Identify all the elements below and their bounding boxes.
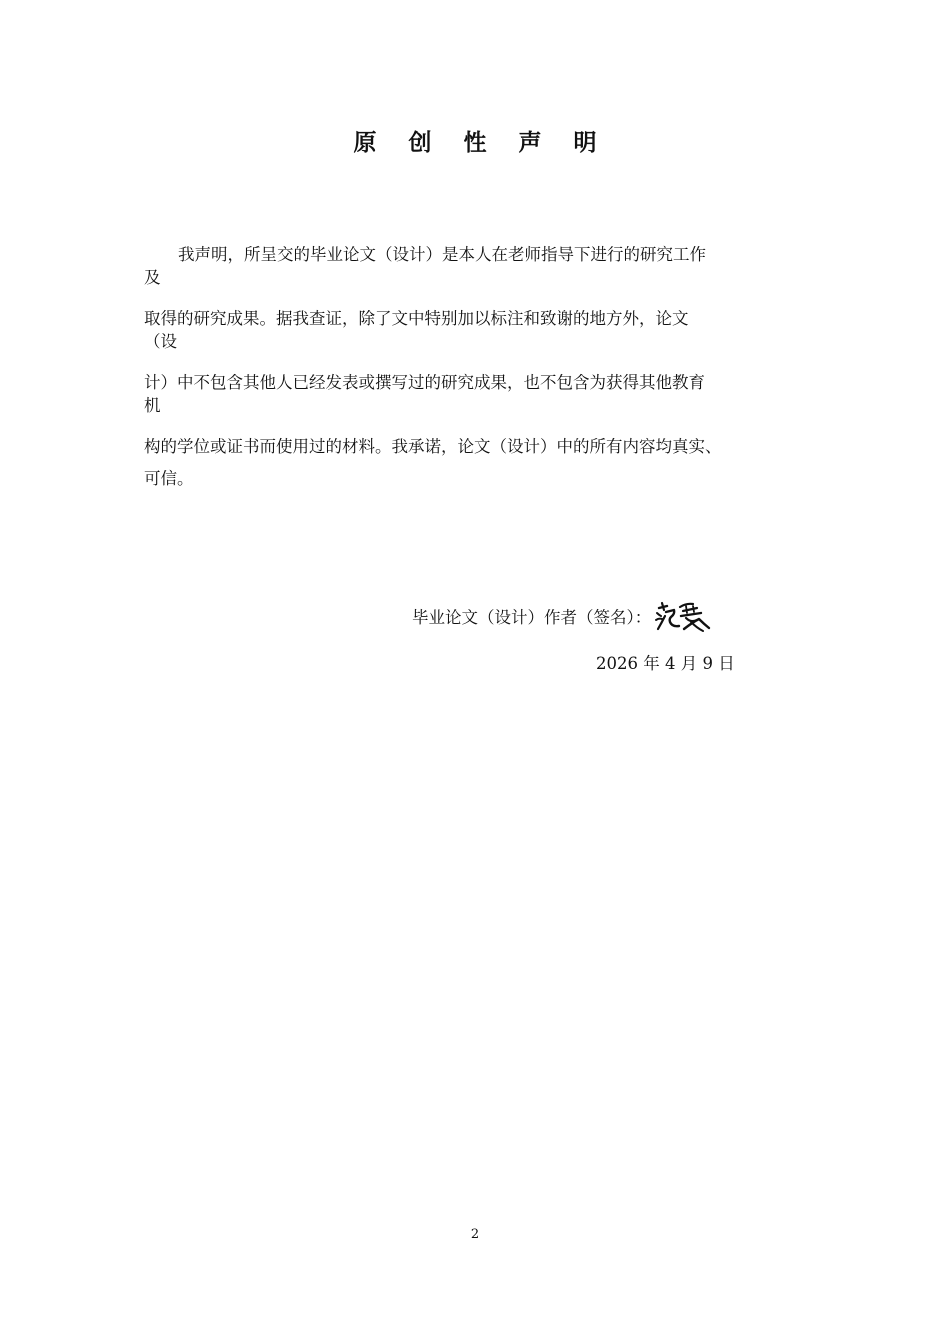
declaration-text-wrap: 机 — [144, 396, 161, 415]
declaration-text: 可信。 — [144, 469, 194, 488]
declaration-line-1 — [144, 243, 812, 289]
declaration-text-wrap: （设 — [144, 332, 177, 351]
declaration-line-2 — [144, 307, 812, 353]
page-number: 2 — [470, 1227, 480, 1242]
declaration-line-3 — [144, 371, 812, 417]
handwritten-signature — [653, 598, 711, 634]
declaration-line-4 — [144, 435, 812, 458]
signature-row — [412, 598, 711, 634]
declaration-text: 构的学位或证书而使用过的材料。我承诺，论文（设计）中的所有内容均真实、 — [144, 437, 722, 456]
declaration-text-wrap: 及 — [144, 268, 161, 287]
declaration-line-5 — [144, 467, 812, 490]
declaration-text: 取得的研究成果。据我查证，除了文中特别加以标注和致谢的地方外，论文 — [144, 309, 689, 328]
signature-label: 毕业论文（设计）作者（签名）： — [412, 608, 652, 627]
declaration-text: 计）中不包含其他人已经发表或撰写过的研究成果，也不包含为获得其他教育 — [144, 373, 705, 392]
page-title: 原 创 性 声 明 — [353, 130, 609, 156]
declaration-text: 我声明，所呈交的毕业论文（设计）是本人在老师指导下进行的研究工作 — [178, 245, 706, 264]
signature-date: 2026 年 4 月 9 日 — [596, 654, 735, 673]
